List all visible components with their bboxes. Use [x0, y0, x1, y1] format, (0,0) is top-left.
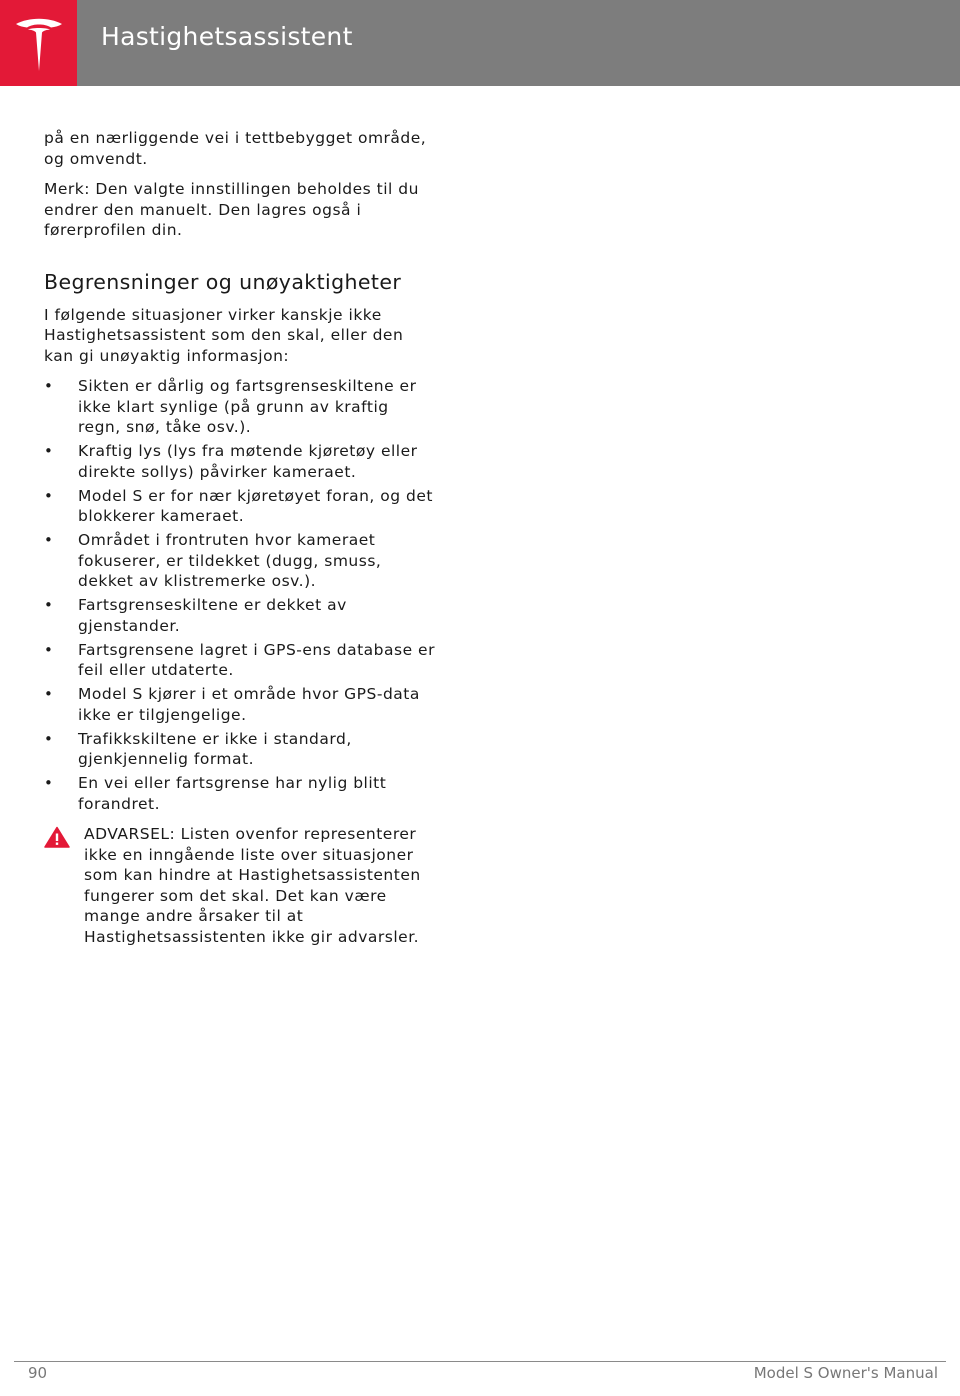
list-item: • Området i frontruten hvor kameraet fokuserer, er tildekket (dugg, smuss, dekket av klistremerke osv.).	[44, 531, 382, 590]
warning-block	[44, 824, 436, 947]
page-title: Hastighetsassistent	[101, 22, 353, 51]
footer-divider	[14, 1361, 946, 1362]
bullet-icon: •	[44, 640, 54, 659]
limitations-list	[44, 376, 436, 814]
list-item: • En vei eller fartsgrense har nylig blitt forandret.	[44, 774, 387, 813]
list-item: • Model S er for nær kjøretøyet foran, og det blokkerer kameraet.	[44, 486, 433, 525]
bullet-icon: •	[44, 442, 54, 460]
manual-name: Model S Owner's Manual	[753, 1364, 938, 1382]
list-item: • Sikten er dårlig og fartsgrenseskiltene er ikke klart synlige (på grunn av kraftig regn, snø, tåke osv.).	[44, 377, 417, 436]
logo-box	[0, 0, 77, 86]
list-item: • Model S kjører i et område hvor GPS-data ikke er tilgjengelige.	[44, 685, 420, 724]
bullet-icon: •	[44, 685, 54, 703]
bullet-icon: •	[44, 596, 54, 614]
paragraph-continuation: på en nærliggende vei i tettbebygget område, og omvendt.	[44, 129, 427, 168]
intro-paragraph: I følgende situasjoner virker kanskje ikke Hastighetsassistent som den skal, eller den kan gi unøyaktig informasjon:	[44, 305, 404, 365]
list-item: • Trafikkskiltene er ikke i standard, gjenkjennelig format.	[44, 729, 352, 768]
main-content	[44, 128, 436, 947]
bullet-icon: •	[44, 531, 54, 549]
bullet-icon: •	[44, 774, 54, 792]
bullet-icon: •	[44, 729, 54, 748]
page-header	[0, 0, 960, 86]
list-item: • Kraftig lys (lys fra møtende kjøretøy eller direkte sollys) påvirker kameraet.	[44, 442, 418, 481]
page-number: 90	[28, 1364, 48, 1382]
warning-text: ADVARSEL: Listen ovenfor representerer ikke en inngående liste over situasjoner som kan hindre at Hastighetsassistenten fungerer som det skal. Det kan være mange andre årsaker til at Hastighetsassistenten ikke gir advarsler.	[84, 825, 421, 946]
section-heading: Begrensninger og unøyaktigheter	[44, 269, 402, 294]
note-paragraph: Merk: Den valgte innstillingen beholdes til du endrer den manuelt. Den lagres også i førerprofilen din.	[44, 180, 419, 239]
bullet-icon: •	[44, 377, 54, 395]
list-item: • Fartsgrenseskiltene er dekket av gjenstander.	[44, 596, 347, 635]
bullet-icon: •	[44, 486, 54, 505]
list-item: • Fartsgrensene lagret i GPS-ens database er feil eller utdaterte.	[44, 640, 435, 679]
warning-triangle-icon	[44, 826, 70, 848]
tesla-logo-icon	[13, 16, 65, 72]
